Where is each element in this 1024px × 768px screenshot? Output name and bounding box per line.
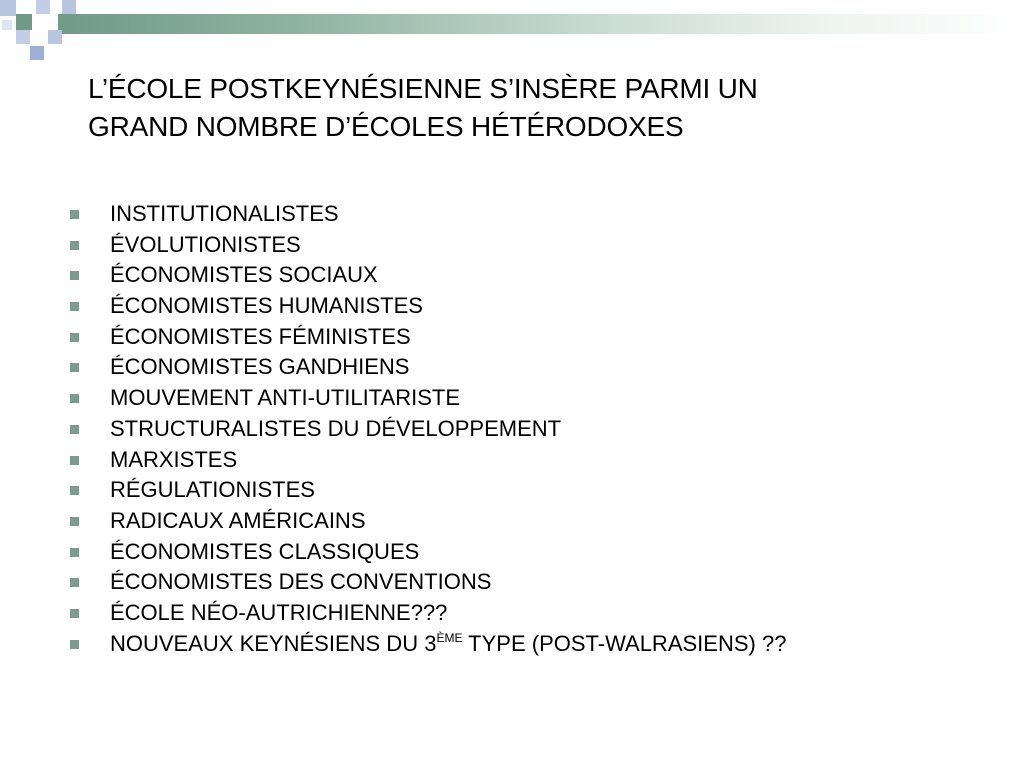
square-bullet-icon xyxy=(70,425,79,434)
list-item-text: INSTITUTIONALISTES xyxy=(110,201,339,226)
header-decoration xyxy=(0,0,1024,64)
square-bullet-icon xyxy=(70,271,79,280)
deco-square xyxy=(16,30,30,44)
square-bullet-icon xyxy=(70,486,79,495)
slide-title-line-2: GRAND NOMBRE D’ÉCOLES HÉTÉRODOXES xyxy=(88,111,684,142)
square-bullet-icon xyxy=(70,578,79,587)
list-item xyxy=(70,445,970,476)
list-item xyxy=(70,230,970,261)
list-item-text: ÉCONOMISTES GANDHIENS xyxy=(110,354,410,380)
list-item xyxy=(70,629,970,660)
list-item xyxy=(70,199,970,230)
deco-square xyxy=(62,0,76,14)
list-item xyxy=(70,567,970,598)
deco-square xyxy=(48,30,62,44)
square-bullet-icon xyxy=(70,333,79,342)
list-item-text: ÉCONOMISTES SOCIAUX xyxy=(110,262,378,288)
list-item xyxy=(70,475,970,506)
square-bullet-icon xyxy=(70,363,79,372)
square-bullet-icon xyxy=(70,456,79,465)
list-item-text: MOUVEMENT ANTI-UTILITARISTE xyxy=(110,385,460,411)
deco-square xyxy=(0,0,16,16)
deco-square xyxy=(2,20,12,30)
square-bullet-icon xyxy=(70,517,79,526)
slide-title-line-1: L’ÉCOLE POSTKEYNÉSIENNE S’INSÈRE PARMI UN xyxy=(88,73,758,104)
list-item xyxy=(70,506,970,537)
list-item-text: RADICAUX AMÉRICAINS xyxy=(110,507,366,533)
list-item-text: STRUCTURALISTES DU DÉVELOPPEMENT xyxy=(110,415,562,441)
list-item xyxy=(70,260,970,291)
list-item-text: ÉVOLUTIONISTES xyxy=(110,231,301,257)
deco-square xyxy=(16,14,32,30)
square-bullet-icon xyxy=(70,302,79,311)
list-item xyxy=(70,352,970,383)
square-bullet-icon xyxy=(70,640,79,649)
square-bullet-icon xyxy=(70,609,79,618)
list-item-text: ÉCOLE NÉO-AUTRICHIENNE??? xyxy=(110,599,448,625)
list-item-text: MARXISTES xyxy=(110,446,238,472)
header-gradient-bar xyxy=(58,14,1024,34)
square-bullet-icon xyxy=(70,394,79,403)
deco-square xyxy=(36,0,50,14)
school-list xyxy=(70,199,970,659)
list-item-text: ÉCONOMISTES DES CONVENTIONS xyxy=(110,569,492,595)
list-item xyxy=(70,537,970,568)
list-item xyxy=(70,383,970,414)
list-item xyxy=(70,322,970,353)
square-bullet-icon xyxy=(70,210,79,219)
slide-title xyxy=(88,70,968,146)
list-item-text: ÉCONOMISTES HUMANISTES xyxy=(110,293,423,319)
square-bullet-icon xyxy=(70,548,79,557)
list-item-text: ÉCONOMISTES CLASSIQUES xyxy=(110,538,420,564)
list-item-text: ÉCONOMISTES FÉMINISTES xyxy=(110,323,411,349)
list-item-text xyxy=(110,629,786,660)
list-item xyxy=(70,598,970,629)
deco-square xyxy=(30,46,44,60)
list-item-text-part: TYPE (POST-WALRASIENS) ?? xyxy=(462,630,787,656)
list-item xyxy=(70,414,970,445)
list-item xyxy=(70,291,970,322)
list-item-text: RÉGULATIONISTES xyxy=(110,477,315,503)
ordinal-superscript: ÈME xyxy=(436,630,463,645)
square-bullet-icon xyxy=(70,241,79,250)
list-item-text-part: NOUVEAUX KEYNÉSIENS DU 3 xyxy=(110,630,437,656)
